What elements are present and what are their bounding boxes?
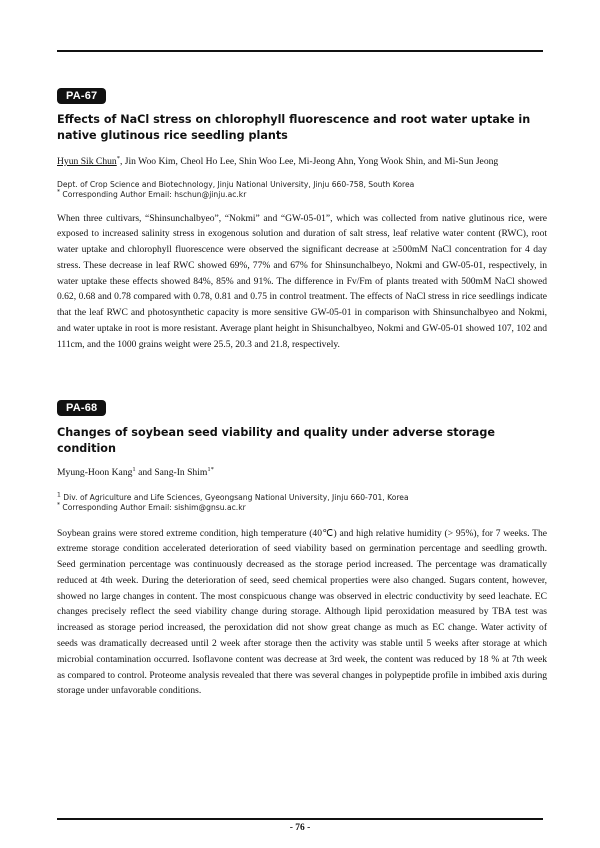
abstract-pa-68: [57, 398, 547, 699]
abstract-body: Soybean grains were stored extreme condition, high temperature (40℃) and high relative humidity (> 95%), for 7 weeks. The extreme storage condition accelerated deterioration of seed viability based on germination percentage and seedling growth. Seed germination percentage was continuously decreased as the storage period increased. The percentage was dramatically reduced at 4th week. During the deterioration of seed, seed chemical properties were also changed. Sugars content, however, showed no large changes in content. The most conspicuous change was observed in electric conductivity by seed leachate. EC changes precisely reflect the seed viability change during storage. Although lipid peroxidation measured by TBA test was increased as storage period increased, the peroxidation did not show great change as much as EC change. Water activity of seeds was dramatically decreased until 2 week after storage then the activity was stable until 5 weeks after storage at which microbial contamination occurred. Isoflavone content was decrease at 3rd week, the content was reduced by 18 % at 7th week as compared to control. Proteome analysis revealed that there was several changes in polypeptide profile in imbibed axis during storage under unfavorable conditions.: [57, 527, 547, 697]
abstract-title: Changes of soybean seed viability and quality under adverse storage condition: [57, 426, 495, 455]
abstract-number-badge: PA-67: [57, 88, 106, 104]
affiliation-mark: 1: [132, 465, 136, 473]
abstract-title: Effects of NaCl stress on chlorophyll fluorescence and root water uptake in native glutinous rice seedling plants: [57, 113, 531, 142]
affiliation: Dept. of Crop Science and Biotechnology, Jinju National University, Jinju 660-758, South Korea: [57, 179, 415, 189]
corresponding-mark: *: [57, 501, 60, 509]
corresponding-author: [57, 190, 547, 201]
corresponding-mark: *: [116, 154, 120, 162]
corresponding-mark: *: [57, 188, 60, 196]
author: Myung-Hoon Kang: [57, 467, 133, 478]
corresponding-email: Corresponding Author Email: sishim@gnsu.ac.kr: [62, 503, 246, 512]
affiliation-mark: 1: [57, 490, 61, 498]
abstract-number-badge: PA-68: [57, 400, 106, 416]
author-joiner: and: [135, 467, 155, 478]
coauthors: , Jin Woo Kim, Cheol Ho Lee, Shin Woo Lee, Mi-Jeong Ahn, Yong Wook Shin, and Mi-Sun Jeong: [119, 156, 499, 167]
presenting-author: Hyun Sik Chun: [57, 156, 117, 167]
author: Sang-In Shim: [154, 467, 208, 478]
corresponding-email: Corresponding Author Email: hschun@jinju.ac.kr: [62, 190, 247, 199]
corresponding-author: [57, 503, 547, 514]
affiliation: [57, 490, 547, 504]
abstract-pa-67: [57, 86, 547, 353]
page-number: - 76 -: [289, 823, 311, 833]
abstract-body: When three cultivars, “Shinsunchalbyeo”, “Nokmi” and “GW-05-01”, which was collected from native glutinous rice, were exposed to increased salinity stress in exogenous solution and duration of salt stress, leaf relative water content (RWC), root water uptake and chlorophyll fluorescence were observed the significant decrease at ≥500mM NaCl concentration for 4 day stress. These decrease in leaf RWC showed 69%, 77% and 67% for Shinsunchalbeyo, Nokmi and GW-05-01, respectively, in water uptake these effects showed 84%, 85% and 91%. The difference in Fv/Fm of plants treated with 500mM NaCl showed 0.62, 0.68 and 0.78 compared with 0.78, 0.81 and 0.75 in control treatment. The effects of NaCl stress in rice seedlings indicate that the leaf RWC and photosynthetic capacity is more sensitive GW-05-01 in comparison with Shinsunchalbyeo and Nokmi, and water uptake in root is more resistant. Average plant height in Shisunchalbyeo, Nokmi and GW-05-01 showed 107, 102 and 111cm, and the 1000 grains weight were 25.5, 20.3 and 21.8, respectively.: [57, 212, 547, 350]
affiliation-mark: 1*: [207, 465, 214, 473]
affiliation-text: Div. of Agriculture and Life Sciences, Gyeongsang National University, Jinju 660-701, Korea: [63, 492, 409, 502]
bottom-rule: [57, 818, 543, 820]
author-list: [57, 466, 547, 481]
top-rule: [57, 50, 543, 52]
author-list: [57, 155, 547, 170]
